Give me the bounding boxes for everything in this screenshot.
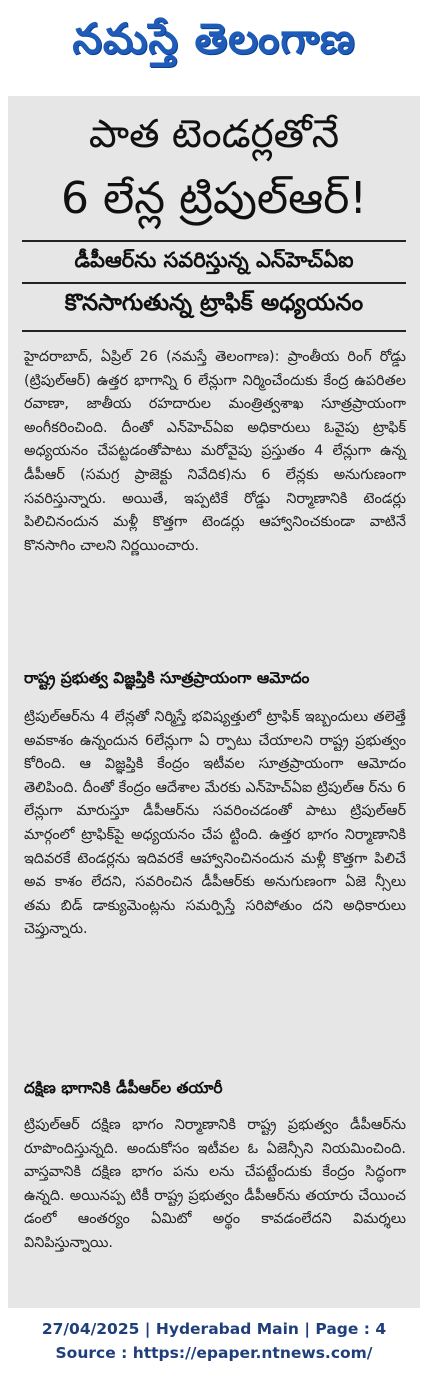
newspaper-logo: నమస్తే తెలంగాణ [72,14,356,63]
subheadline-1: డీపీఆర్‌ను సవరిస్తున్న ఎన్‌హెచ్‌ఏఐ [74,248,354,272]
subheadline-2: కొనసాగుతున్న ట్రాఫిక్ అధ్యయనం [64,290,364,316]
divider [22,282,406,284]
headline-line-2: 6 లేన్ల ట్రిపుల్‌ఆర్! [61,173,367,224]
article-clipping [8,96,420,1308]
headline-line-1: పాత టెండర్లతోనే [88,112,340,157]
footer-source: Source : https://epaper.ntnews.com/ [55,1344,373,1362]
article-paragraph-1: హైదరాబాద్, ఏప్రిల్ 26 (నమస్తే తెలంగాణ): ప్రాంతీయ రింగ్ రోడ్డు (ట్రిపుల్‌ఆర్) ఉత్తర భాగాన్ని 6 లేన్లుగా నిర్మించేందుకు కేంద్ర ఉపరితల రవాణా, జాతీయ రహదారుల మంత్రిత్వశాఖ సూత్రప్రాయంగా అంగీకరించింది. దీంతో ఎన్‌హెచ్‌ఏఐ అధికారులు ఓవైపు ట్రాఫిక్ అధ్యయనం చేపట్టడంతోపాటు మరోవైపు ప్రస్తుతం 4 లేన్లుగా ఉన్న డీపీఆర్ (సమగ్ర ప్రాజెక్టు నివేదిక)ను 6 లేన్లకు అనుగుణంగా సవరిస్తున్నారు. అయితే, ఇప్పటికే రోడ్డు నిర్మాణానికి టెండర్లు పిలిచినందున మళ్లీ కొత్తగా టెండర్లు ఆహ్వానించకుండా వాటినే కొనసాగిం చాలని నిర్ణయించారు. [24,349,406,554]
footer-date-edition: 27/04/2025 | Hyderabad Main | Page : 4 [41,1320,387,1338]
divider [22,240,406,242]
article-paragraph-2: ట్రిపుల్‌ఆర్‌ను 4 లేన్లతో నిర్మిస్తే భవిష్యత్తులో ట్రాఫిక్ ఇబ్బందులు తలెత్తే అవకాశం ఉన్నందున 6లేన్లుగా ఏ ర్పాటు చేయాలని రాష్ట్ర ప్రభుత్వం కోరింది. ఆ విజ్ఞప్తికి కేంద్రం ఇటీవల సూత్రప్రాయంగా ఆమోదం తెలిపింది. దీంతో కేంద్రం ఆదేశాల మేరకు ఎన్‌హెచ్‌ఏఐ ట్రిపుల్‌ఆ ర్‌ను 6 లేన్లుగా మారుస్తూ డీపీఆర్‌ను సవరించడంతో పాటు ట్రిపుల్‌ఆర్ మార్గంలో ట్రాఫిక్‌పై అధ్యయనం చేప ట్టింది. ఉత్తర భాగం నిర్మాణానికి ఇదివరకే టెండర్లను ఇదివరకే ఆహ్వానించినందున మళ్లీ కొత్తగా పిలిచే అవ కాశం లేదని, సవరించిన డీపీఆర్‌కు అనుగుణంగా ఏజె న్సీలు తమ బిడ్ డాక్యుమెంట్లను సమర్పిస్తే సరిపోతుం దని అధికారులు చెప్తున్నారు. [24,709,406,938]
section-subhead-2: దక్షిణ భాగానికి డీపీఆర్‌ల తయారీ [24,1079,223,1097]
divider [22,330,406,332]
article-paragraph-3: ట్రిపుల్‌ఆర్ దక్షిణ భాగం నిర్మాణానికి రాష్ట్ర ప్రభుత్వం డీపీఆర్‌ను రూపొందిస్తున్నది. అందుకోసం ఇటీవల ఓ ఏజెన్సీని నియమించింది. వాస్తవానికి దక్షిణ భాగం పను లను చేపట్టేందుకు కేంద్రం సిద్ధంగా ఉన్నది. అయినప్ప టికీ రాష్ట్ర ప్రభుత్వం డీపీఆర్‌ను తయారు చేయించ డంలో ఆంతర్యం ఏమిటో అర్థం కావడంలేదని విమర్శలు వినిపిస్తున్నాయి. [24,1117,406,1251]
section-subhead-1: రాష్ట్ర ప్రభుత్వ విజ్ఞప్తికి సూత్రప్రాయంగా ఆమోదం [24,669,310,687]
masthead [0,0,428,88]
